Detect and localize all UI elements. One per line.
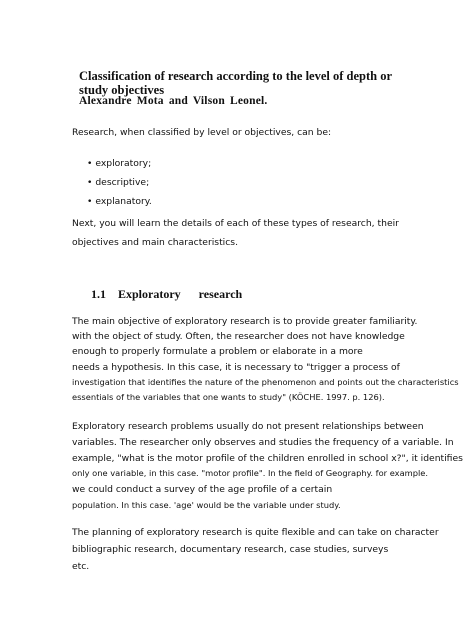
text-line: population. In this case. 'age' would be the variable under study.: [72, 499, 341, 510]
text-line: bibliographic research, documentary research, case studies, surveys: [72, 544, 389, 555]
text-line: variables. The researcher only observes and studies the frequency of a variable. In: [72, 436, 454, 448]
text-line: The planning of exploratory research is quite flexible and can take on character: [72, 527, 439, 538]
text-line: objectives and main characteristics.: [72, 237, 238, 248]
authors: Alexandre Mota and Vilson Leonel.: [79, 95, 268, 107]
document-title: [79, 69, 409, 97]
section-heading: [91, 287, 242, 302]
title-line: study objectives: [79, 83, 165, 97]
text-line: only one variable, in this case. "motor profile". In the field of Geography. for example.: [72, 468, 429, 479]
text-line: investigation that identifies the nature of the phenomenon and points out the characteristics: [72, 376, 459, 387]
text-line: we could conduct a survey of the age profile of a certain: [72, 484, 333, 496]
text-line: needs a hypothesis. In this case, it is necessary to "trigger a process of: [72, 361, 400, 373]
paragraph-1: [72, 314, 459, 405]
intro-text: Research, when classified by level or objectives, can be:: [72, 127, 332, 138]
text-line: enough to properly formulate a problem or elaborate in a more: [72, 346, 363, 358]
text-line: with the object of study. Often, the researcher does not have knowledge: [72, 331, 405, 343]
text-line: Next, you will learn the details of each of these types of research, their: [72, 218, 399, 229]
list-item: • descriptive;: [87, 177, 150, 188]
section-number: 1.1: [91, 287, 106, 301]
text-line: essentials of the variables that one wants to study" (KÖCHE. 1997. p. 126).: [72, 392, 385, 403]
text-line: The main objective of exploratory research is to provide greater familiarity.: [72, 316, 418, 327]
bullet-list: [87, 154, 152, 211]
next-paragraph: [72, 214, 428, 252]
section-title-word: research: [198, 287, 243, 301]
text-line: etc.: [72, 561, 90, 572]
text-line: example, "what is the motor profile of the children enrolled in school x?", it identifies: [72, 452, 463, 464]
paragraph-3: [72, 524, 439, 575]
list-item: • exploratory;: [87, 158, 152, 169]
section-title-word: Exploratory: [118, 287, 181, 301]
title-line: Classification of research according to the level of depth or: [79, 69, 393, 83]
list-item: • explanatory.: [87, 196, 152, 207]
paragraph-2: [72, 419, 463, 514]
text-line: Exploratory research problems usually do not present relationships between: [72, 421, 424, 432]
